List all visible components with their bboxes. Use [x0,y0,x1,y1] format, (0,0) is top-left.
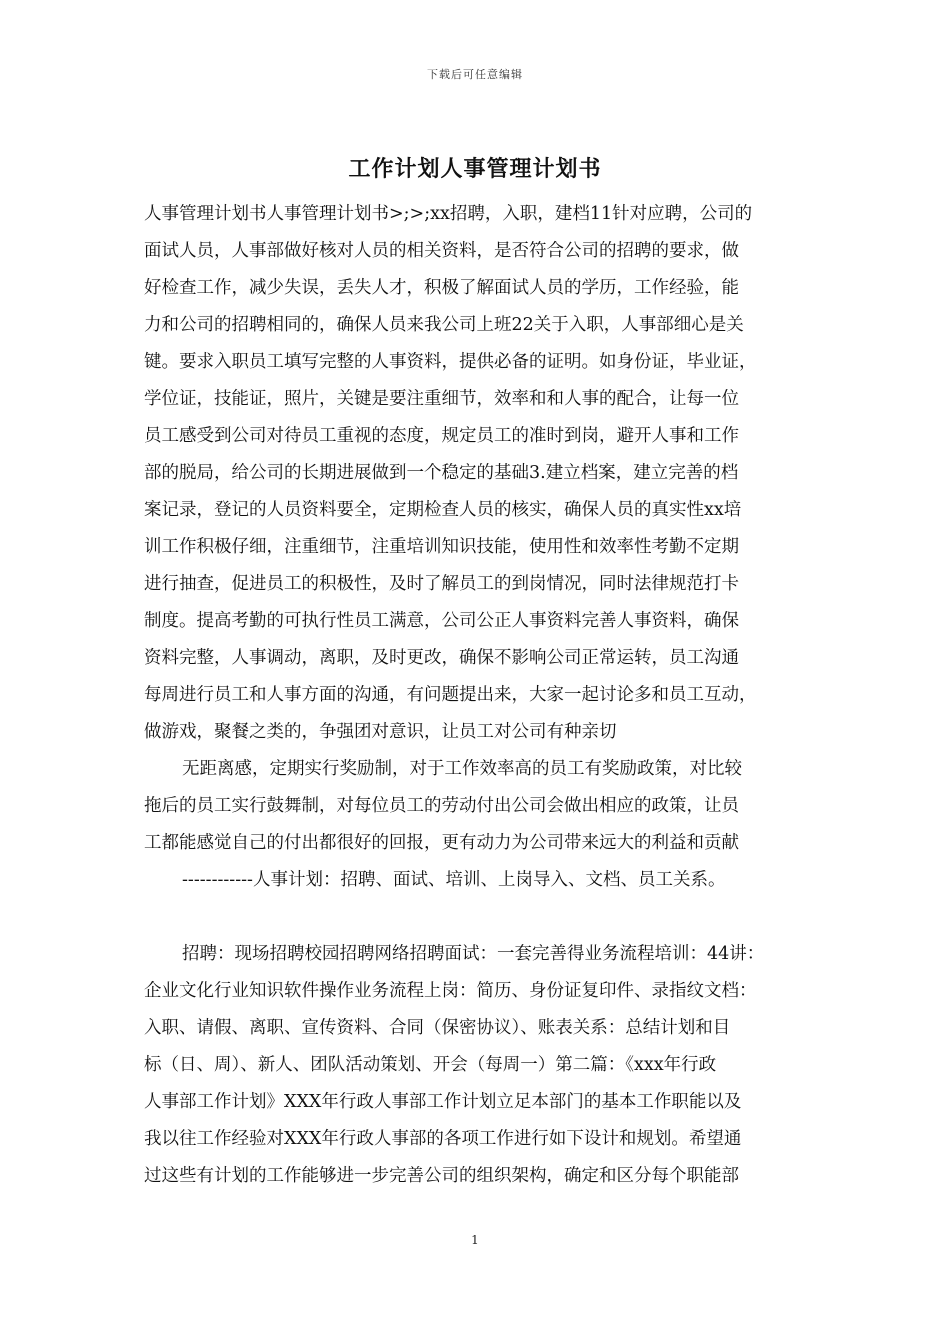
body-line: 每周进行员工和人事方面的沟通，有问题提出来，大家一起讨论多和员工互动， [144,685,757,705]
body-line: 键。要求入职员工填写完整的人事资料，提供必备的证明。如身份证，毕业证， [144,352,757,372]
body-line: ------------人事计划：招聘、面试、培训、上岗导入、文档、员工关系。 [182,870,726,890]
body-line: 案记录，登记的人员资料要全，定期检查人员的核实，确保人员的真实性xx培 [144,500,742,520]
body-line: 员工感受到公司对待员工重视的态度，规定员工的准时到岗，避开人事和工作 [144,426,739,446]
body-line: 做游戏，聚餐之类的，争强团对意识，让员工对公司有种亲切 [144,722,617,742]
body-line: 入职、请假、离职、宣传资料、合同（保密协议）、账表关系：总结计划和目 [144,1018,731,1038]
body-line: 我以往工作经验对XXX年行政人事部的各项工作进行如下设计和规划。希望通 [144,1129,742,1149]
document-body [144,196,804,1195]
body-line: 拖后的员工实行鼓舞制，对每位员工的劳动付出公司会做出相应的政策，让员 [144,796,739,816]
body-line: 工都能感觉自己的付出都很好的回报，更有动力为公司带来远大的利益和贡献 [144,833,739,853]
page-number: 1 [471,1233,479,1247]
body-line: 过这些有计划的工作能够进一步完善公司的组织架构，确定和区分每个职能部 [144,1166,739,1186]
body-line: 面试人员，人事部做好核对人员的相关资料，是否符合公司的招聘的要求，做 [144,241,739,261]
body-line: 进行抽查，促进员工的积极性，及时了解员工的到岗情况，同时法律规范打卡 [144,574,739,594]
body-line: 学位证，技能证，照片，关键是要注重细节，效率和和人事的配合，让每一位 [144,389,739,409]
body-line: 部的脱局，给公司的长期进展做到一个稳定的基础3.建立档案，建立完善的档 [144,463,739,483]
body-line: 招聘：现场招聘校园招聘网络招聘面试：一套完善得业务流程培训：44讲： [182,944,765,964]
body-line: 标（日、周）、新人、团队活动策划、开会（每周一）第二篇：《xxx年行政 [144,1055,717,1075]
body-line: 制度。提高考勤的可执行性员工满意，公司公正人事资料完善人事资料，确保 [144,611,739,631]
body-line: 资料完整，人事调动，离职，及时更改，确保不影响公司正常运转，员工沟通 [144,648,739,668]
body-line: 企业文化行业知识软件操作业务流程上岗：简历、身份证复印件、录指纹文档： [144,981,757,1001]
blank-line [144,899,804,936]
document-title: 工作计划人事管理计划书 [348,156,602,182]
body-line: 无距离感，定期实行奖励制，对于工作效率高的员工有奖励政策，对比较 [182,759,742,779]
body-line: 人事部工作计划》XXX年行政人事部工作计划立足本部门的基本工作职能以及 [144,1092,742,1112]
body-line: 好检查工作，减少失误，丢失人才，积极了解面试人员的学历，工作经验，能 [144,278,739,298]
body-line: 人事管理计划书人事管理计划书>;>;xx招聘，入职，建档11针对应聘，公司的 [144,204,753,224]
header-note: 下载后可任意编辑 [427,68,523,81]
body-line: 力和公司的招聘相同的，确保人员来我公司上班22关于入职，人事部细心是关 [144,315,744,335]
body-line: 训工作积极仔细，注重细节，注重培训知识技能，使用性和效率性考勤不定期 [144,537,739,557]
